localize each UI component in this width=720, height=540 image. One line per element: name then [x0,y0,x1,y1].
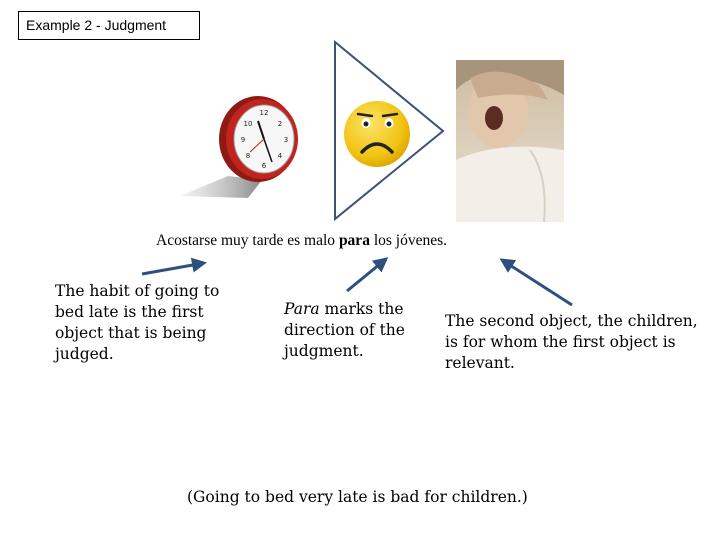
english-translation: (Going to bed very late is bad for children.) [187,488,528,506]
worried-face-icon [344,101,410,167]
note-para-rest: marks the direction of the judgment. [284,300,410,360]
sentence-part-2: los jóvenes. [369,232,447,249]
sentence-keyword-para: para [338,232,370,249]
svg-text:3: 3 [283,136,289,144]
svg-text:10: 10 [243,120,253,128]
svg-text:2: 2 [277,120,283,128]
svg-text:9: 9 [240,136,246,144]
svg-text:4: 4 [277,152,283,160]
note-para-emphasis: Para [284,300,320,318]
svg-text:6: 6 [261,162,267,170]
page-title: Example 2 - Judgment [18,11,200,40]
arrow-para [347,259,386,291]
sentence-part-1: Acostarse muy tarde es malo [156,232,339,249]
svg-text:12: 12 [259,109,269,117]
note-first-object: The habit of going to bed late is the first object that is being judged. [55,282,220,363]
arrow-first-object [142,263,204,274]
yawning-child-photo [456,60,564,222]
note-para-direction [284,299,424,362]
clock-icon [180,96,298,198]
spanish-sentence [156,232,447,250]
svg-text:8: 8 [245,152,251,160]
arrow-second-object [502,260,572,305]
note-second-object: The second object, the children, is for whom the first object is relevant. [445,312,698,372]
